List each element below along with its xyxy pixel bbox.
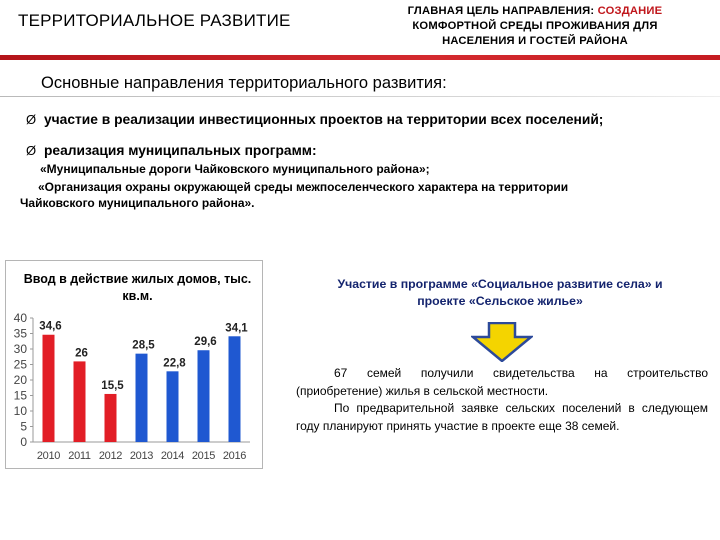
next-year-plan-text: По предварительной заявке сельских поселений в следующем году планируют принять участие в проекте еще 38 семей.: [296, 401, 708, 433]
y-tick-label: 20: [13, 373, 27, 387]
goal-highlight: СОЗДАНИЕ: [597, 5, 663, 17]
x-tick-label: 2014: [160, 450, 185, 462]
page-header-title: ТЕРРИТОРИАЛЬНОЕ РАЗВИТИЕ: [18, 11, 291, 30]
program-roads: «Муниципальные дороги Чайковского муниципального района»;: [40, 162, 430, 176]
program-environment: «Организация охраны окружающей среды межпоселенческого характера на территории: [38, 180, 569, 194]
bar: [198, 350, 210, 442]
goal-line-3: НАСЕЛЕНИЯ И ГОСТЕЙ РАЙОНА: [442, 35, 628, 47]
y-tick-label: 5: [20, 419, 27, 434]
y-tick-label: 35: [13, 326, 27, 341]
bar: [43, 335, 55, 442]
down-arrow-icon: [471, 322, 533, 362]
goal-line-2: КОМФОРТНОЙ СРЕДЫ ПРОЖИВАНИЯ ДЛЯ: [412, 20, 658, 32]
x-tick-label: 2011: [68, 450, 91, 462]
bar: [74, 361, 86, 442]
data-label: 28,5: [132, 339, 155, 352]
chart-title: Ввод в действие жилых домов, тыс. кв.м.: [23, 272, 252, 303]
data-label: 34,1: [225, 322, 248, 335]
families-certificates-text: 67 семей получили свидетельства на строительство (приобретение) жилья в сельской местности.: [296, 366, 708, 398]
bullet-text: реализация муниципальных программ:: [44, 143, 317, 158]
data-label: 26: [75, 347, 88, 360]
y-tick-label: 25: [13, 357, 27, 372]
section-title: Основные направления территориального развития:: [41, 74, 447, 92]
x-tick-label: 2015: [191, 450, 216, 462]
goal-label: ГЛАВНАЯ ЦЕЛЬ НАПРАВЛЕНИЯ:: [407, 5, 598, 17]
bar: [167, 371, 179, 442]
program-environment-cont: Чайковского муниципального района».: [20, 196, 255, 210]
y-tick-label: 15: [13, 388, 27, 403]
y-tick-label: 30: [13, 342, 27, 356]
y-tick-label: 0: [20, 435, 27, 449]
data-label: 22,8: [163, 357, 186, 370]
chart-marks: [14, 311, 250, 462]
data-label: 34,6: [39, 320, 62, 333]
x-tick-label: 2012: [98, 450, 123, 462]
bar: [105, 394, 117, 442]
y-tick-label: 10: [13, 404, 27, 418]
bar: [136, 354, 148, 442]
x-tick-label: 2010: [36, 450, 61, 462]
bullet-text: участие в реализации инвестиционных проектов на территории всех поселений;: [44, 112, 604, 127]
data-label: 15,5: [101, 379, 124, 392]
program-title-line-2: проекте «Сельское жилье»: [417, 294, 583, 308]
arrow-bullet-icon: Ø: [26, 112, 37, 127]
x-tick-label: 2013: [129, 450, 154, 462]
program-title-line-1: Участие в программе «Социальное развитие села» и: [337, 277, 663, 291]
y-tick-label: 40: [13, 311, 27, 325]
x-tick-label: 2016: [222, 450, 247, 462]
arrow-bullet-icon: Ø: [26, 143, 37, 158]
bar: [229, 336, 241, 442]
data-label: 29,6: [194, 336, 217, 349]
program-title: [300, 276, 700, 310]
